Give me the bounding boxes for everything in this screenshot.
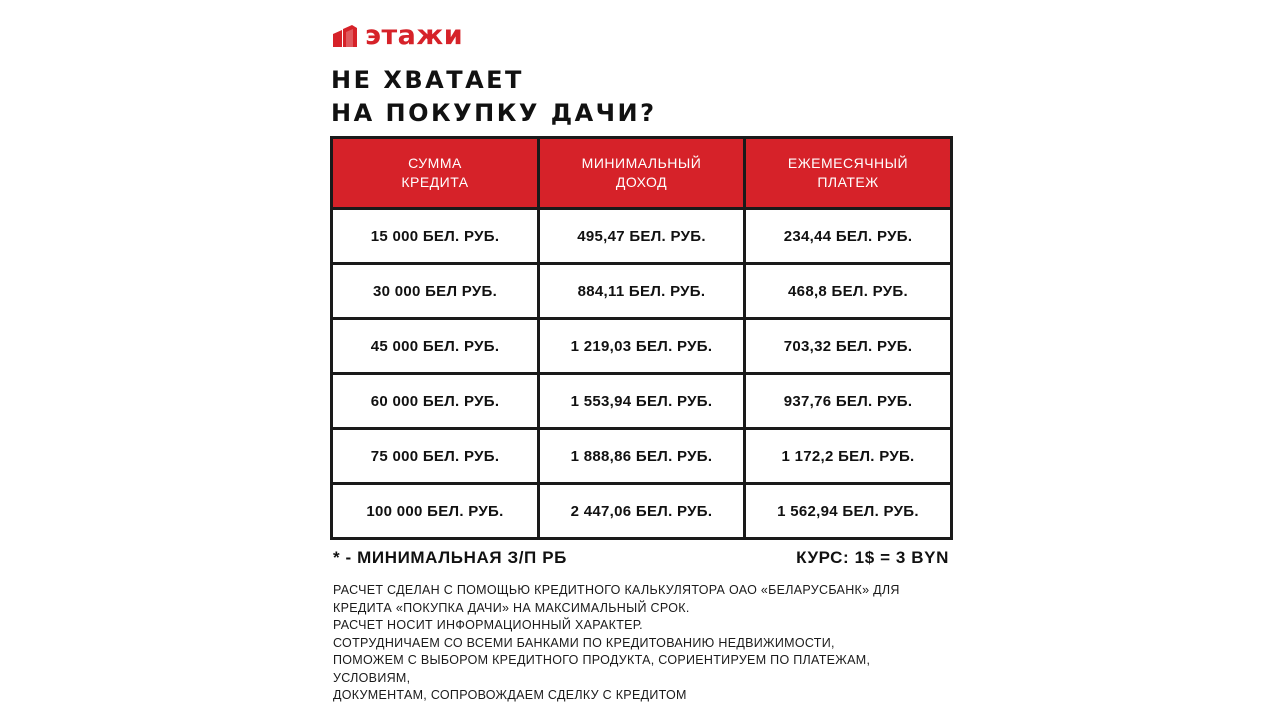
table-header-row [332,138,952,209]
table-row [332,429,952,484]
header-monthly-payment: ЕЖЕМЕСЯЧНЫЙ ПЛАТЕЖ [745,138,952,209]
cell-monthly-payment: 703,32 БЕЛ. РУБ. [745,319,952,374]
disclaimer-line: ДОКУМЕНТАМ, СОПРОВОЖДАЕМ СДЕЛКУ С КРЕДИТОМ [333,688,687,702]
header-min-income: МИНИМАЛЬНЫЙ ДОХОД [539,138,745,209]
table-row [332,319,952,374]
cell-loan-amount: 100 000 БЕЛ. РУБ. [332,484,539,539]
cell-monthly-payment: 1 172,2 БЕЛ. РУБ. [745,429,952,484]
brand-name: этажи [365,20,464,51]
cell-monthly-payment: 234,44 БЕЛ. РУБ. [745,209,952,264]
cell-loan-amount: 30 000 БЕЛ РУБ. [332,264,539,319]
cell-min-income: 1 219,03 БЕЛ. РУБ. [539,319,745,374]
table-row [332,264,952,319]
brand-logo [333,22,463,50]
cell-min-income: 495,47 БЕЛ. РУБ. [539,209,745,264]
page-title [331,64,657,130]
exchange-rate: КУРС: 1$ = 3 BYN [796,548,949,567]
cell-min-income: 1 888,86 БЕЛ. РУБ. [539,429,745,484]
disclaimer-line: РАСЧЕТ СДЕЛАН С ПОМОЩЬЮ КРЕДИТНОГО КАЛЬКУЛЯТОРА ОАО «БЕЛАРУСБАНК» ДЛЯ [333,583,900,597]
page-title-line-1: НЕ ХВАТАЕТ [331,66,524,94]
cell-min-income: 2 447,06 БЕЛ. РУБ. [539,484,745,539]
cell-min-income: 1 553,94 БЕЛ. РУБ. [539,374,745,429]
table-row [332,209,952,264]
header-loan-amount: СУММА КРЕДИТА [332,138,539,209]
disclaimer-line: СОТРУДНИЧАЕМ СО ВСЕМИ БАНКАМИ ПО КРЕДИТОВАНИЮ НЕДВИЖИМОСТИ, [333,635,835,650]
footnote-min-salary: * - МИНИМАЛЬНАЯ З/П РБ [333,548,567,567]
disclaimer-line: ПОМОЖЕМ С ВЫБОРОМ КРЕДИТНОГО ПРОДУКТА, СОРИЕНТИРУЕМ ПО ПЛАТЕЖАМ, [333,653,871,667]
building-logo-icon [333,25,357,47]
cell-loan-amount: 60 000 БЕЛ. РУБ. [332,374,539,429]
cell-loan-amount: 75 000 БЕЛ. РУБ. [332,429,539,484]
disclaimer-line: РАСЧЕТ НОСИТ ИНФОРМАЦИОННЫЙ ХАРАКТЕР. [333,618,643,632]
cell-min-income: 884,11 БЕЛ. РУБ. [539,264,745,319]
disclaimer-line: УСЛОВИЯМ, [333,670,411,685]
cell-loan-amount: 15 000 БЕЛ. РУБ. [332,209,539,264]
page-title-line-2: НА ПОКУПКУ ДАЧИ? [331,99,657,127]
cell-monthly-payment: 1 562,94 БЕЛ. РУБ. [745,484,952,539]
disclaimer-text [333,582,953,705]
cell-monthly-payment: 937,76 БЕЛ. РУБ. [745,374,952,429]
cell-monthly-payment: 468,8 БЕЛ. РУБ. [745,264,952,319]
table-row [332,374,952,429]
cell-loan-amount: 45 000 БЕЛ. РУБ. [332,319,539,374]
disclaimer-line: КРЕДИТА «ПОКУПКА ДАЧИ» НА МАКСИМАЛЬНЫЙ СРОК. [333,600,690,615]
credit-table [330,136,953,540]
table-row [332,484,952,539]
